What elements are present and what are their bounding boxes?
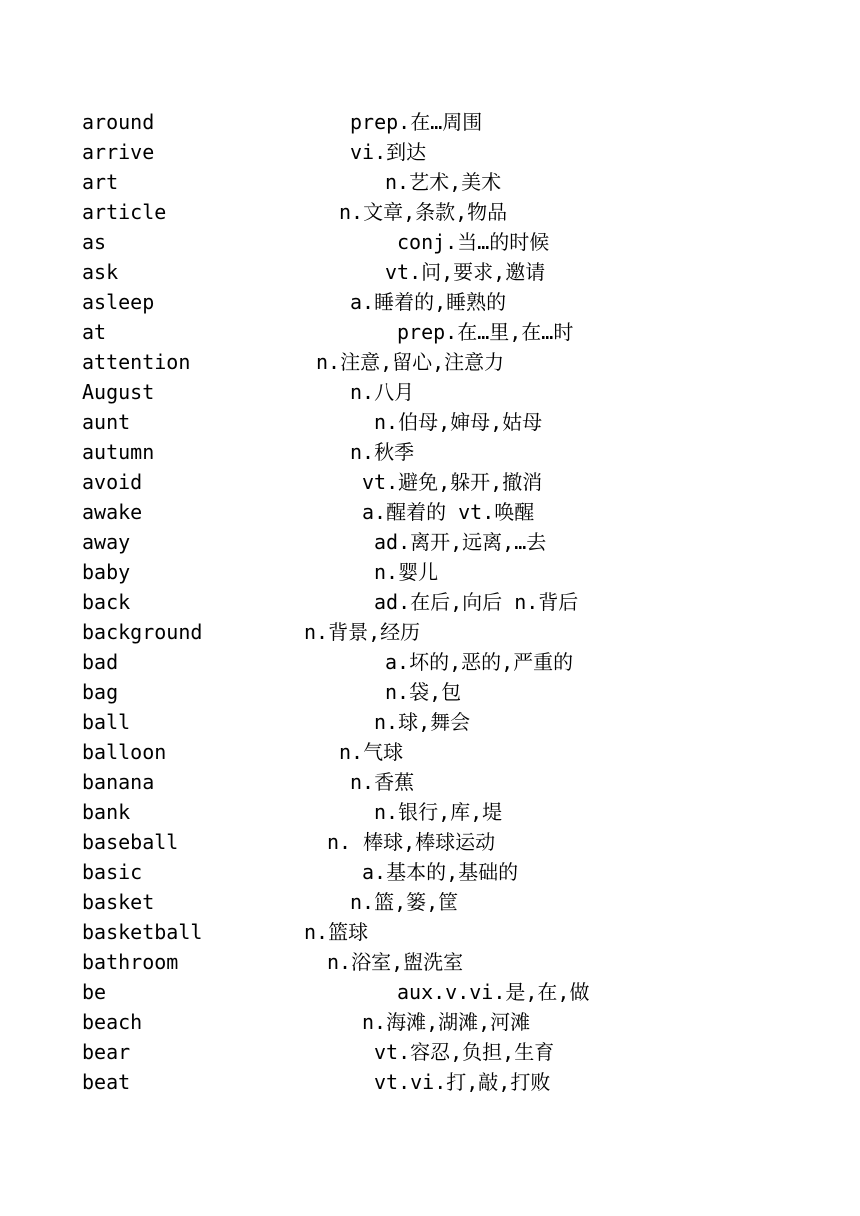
vocab-entry xyxy=(82,437,842,467)
entry-word: basket xyxy=(82,890,155,914)
entry-word: bank xyxy=(82,800,131,824)
vocab-entry xyxy=(82,677,842,707)
entry-definition: a.醒着的 vt.唤醒 xyxy=(362,500,535,524)
vocab-entry xyxy=(82,227,842,257)
vocab-entry xyxy=(82,977,842,1007)
vocab-entry xyxy=(82,257,842,287)
vocab-entry xyxy=(82,347,842,377)
entry-word: baby xyxy=(82,560,131,584)
entry-definition: prep.在…里,在…时 xyxy=(397,320,574,344)
entry-word: bathroom xyxy=(82,950,179,974)
entry-word: baseball xyxy=(82,830,179,854)
entry-definition: a.睡着的,睡熟的 xyxy=(350,290,507,314)
entry-word: back xyxy=(82,590,131,614)
entry-word: avoid xyxy=(82,470,143,494)
vocab-entry xyxy=(82,527,842,557)
vocab-entry xyxy=(82,647,842,677)
vocab-entry xyxy=(82,767,842,797)
vocab-entry xyxy=(82,887,842,917)
entry-definition: n.八月 xyxy=(350,380,415,404)
entry-definition: vt.容忍,负担,生育 xyxy=(374,1040,555,1064)
entry-definition: vt.vi.打,敲,打败 xyxy=(374,1070,551,1094)
entry-definition: a.坏的,恶的,严重的 xyxy=(385,650,574,674)
entry-word: August xyxy=(82,380,155,404)
entry-word: bag xyxy=(82,680,119,704)
vocab-entry xyxy=(82,377,842,407)
vocab-entry xyxy=(82,107,842,137)
entry-definition: n.气球 xyxy=(339,740,404,764)
entry-definition: vi.到达 xyxy=(350,140,427,164)
vocab-entry xyxy=(82,497,842,527)
vocab-entry xyxy=(82,197,842,227)
entry-definition: a.基本的,基础的 xyxy=(362,860,519,884)
entry-definition: ad.在后,向后 n.背后 xyxy=(374,590,579,614)
vocab-entry xyxy=(82,827,842,857)
entry-definition: n.背景,经历 xyxy=(304,620,421,644)
entry-word: banana xyxy=(82,770,155,794)
vocab-entry xyxy=(82,287,842,317)
vocab-entry xyxy=(82,857,842,887)
entry-definition: prep.在…周围 xyxy=(350,110,483,134)
vocab-entry xyxy=(82,467,842,497)
vocab-entry xyxy=(82,947,842,977)
entry-definition: aux.v.vi.是,在,做 xyxy=(397,980,590,1004)
vocab-entry xyxy=(82,137,842,167)
entry-word: around xyxy=(82,110,155,134)
entry-word: beat xyxy=(82,1070,131,1094)
vocab-entry xyxy=(82,1067,842,1097)
vocab-entry xyxy=(82,167,842,197)
vocab-entry xyxy=(82,707,842,737)
entry-definition: n.篮,篓,筐 xyxy=(350,890,459,914)
vocab-entry xyxy=(82,1007,842,1037)
vocab-entry xyxy=(82,587,842,617)
entry-word: ball xyxy=(82,710,131,734)
vocab-entry xyxy=(82,617,842,647)
entry-definition: ad.离开,远离,…去 xyxy=(374,530,547,554)
vocab-entry xyxy=(82,317,842,347)
entry-word: be xyxy=(82,980,107,1004)
entry-definition: n.浴室,盥洗室 xyxy=(327,950,464,974)
entry-word: background xyxy=(82,620,203,644)
entry-definition: vt.问,要求,邀请 xyxy=(385,260,546,284)
vocab-entry xyxy=(82,407,842,437)
vocabulary-list xyxy=(82,107,842,1097)
entry-word: as xyxy=(82,230,107,254)
vocab-entry xyxy=(82,797,842,827)
entry-word: ask xyxy=(82,260,119,284)
entry-word: art xyxy=(82,170,119,194)
entry-word: basic xyxy=(82,860,143,884)
entry-definition: n.篮球 xyxy=(304,920,369,944)
entry-word: balloon xyxy=(82,740,167,764)
entry-definition: n.秋季 xyxy=(350,440,415,464)
entry-definition: n.银行,库,堤 xyxy=(374,800,503,824)
entry-word: article xyxy=(82,200,167,224)
entry-word: basketball xyxy=(82,920,203,944)
entry-definition: n.艺术,美术 xyxy=(385,170,502,194)
entry-definition: conj.当…的时候 xyxy=(397,230,550,254)
entry-word: at xyxy=(82,320,107,344)
entry-word: asleep xyxy=(82,290,155,314)
vocab-entry xyxy=(82,917,842,947)
entry-word: beach xyxy=(82,1010,143,1034)
entry-word: aunt xyxy=(82,410,131,434)
entry-word: arrive xyxy=(82,140,155,164)
entry-definition: n.海滩,湖滩,河滩 xyxy=(362,1010,531,1034)
entry-word: awake xyxy=(82,500,143,524)
entry-definition: vt.避免,躲开,撤消 xyxy=(362,470,543,494)
entry-definition: n.文章,条款,物品 xyxy=(339,200,508,224)
entry-definition: n.袋,包 xyxy=(385,680,462,704)
vocab-entry xyxy=(82,737,842,767)
entry-definition: n. 棒球,棒球运动 xyxy=(327,830,496,854)
entry-definition: n.伯母,婶母,姑母 xyxy=(374,410,543,434)
vocab-entry xyxy=(82,557,842,587)
entry-word: bad xyxy=(82,650,119,674)
entry-definition: n.香蕉 xyxy=(350,770,415,794)
entry-word: attention xyxy=(82,350,191,374)
entry-definition: n.婴儿 xyxy=(374,560,439,584)
entry-definition: n.注意,留心,注意力 xyxy=(316,350,505,374)
vocab-entry xyxy=(82,1037,842,1067)
entry-word: autumn xyxy=(82,440,155,464)
entry-definition: n.球,舞会 xyxy=(374,710,471,734)
entry-word: bear xyxy=(82,1040,131,1064)
entry-word: away xyxy=(82,530,131,554)
